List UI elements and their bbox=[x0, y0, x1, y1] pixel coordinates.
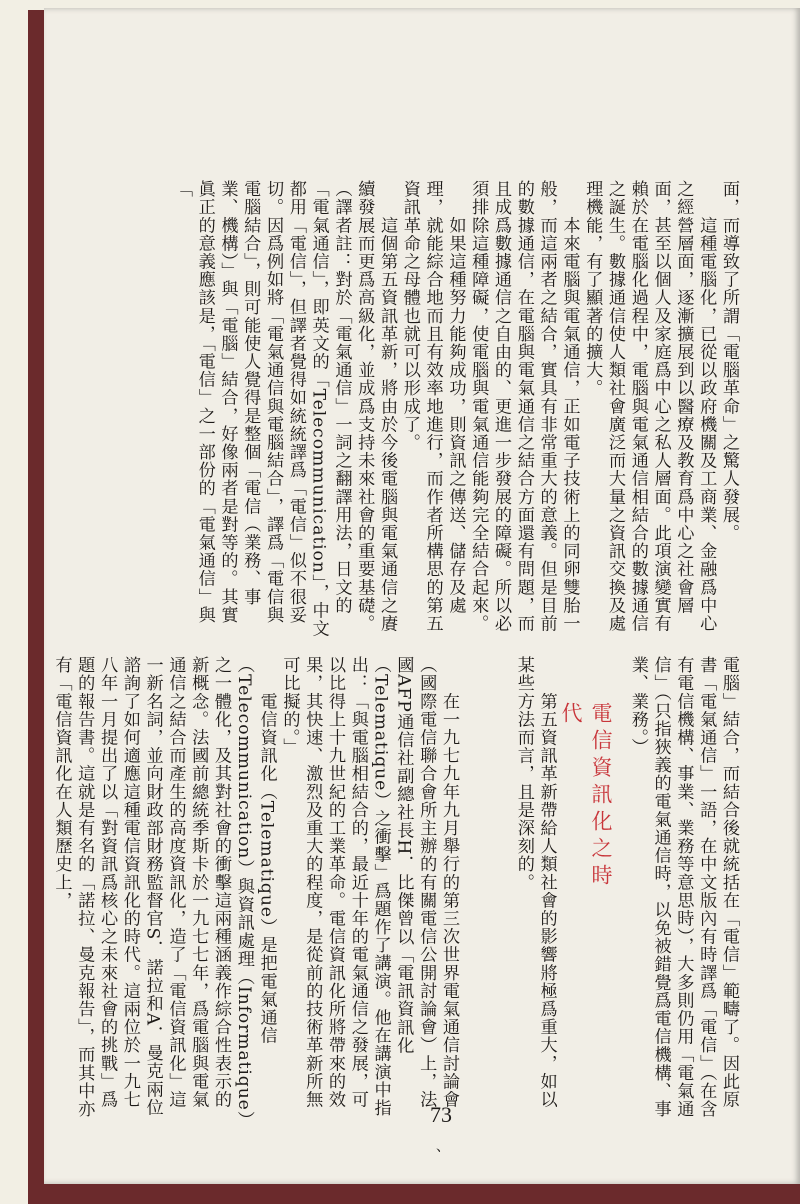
lower-right-text-block: 電腦」結合，而結合後就統括在「電信」範疇了。因此原書「電氣通信」一語，在中文版內有時譯爲「電信」（在含有電信機構、事業、業務等意思時），大多則仍用「電氣通信」（只指狹義的電氣通信時，以免被錯覺爲電信機構、事業、業務。） 第五資訊革新帶給人類社會的影響將極爲重大，如以某些方法而言，且是深刻的。 bbox=[513, 656, 739, 1118]
upper-text-block: 面，而導致了所謂「電腦革命」之驚人發展。 這種電腦化，已從以政府機關及工商業、金融爲中心之經營層面，逐漸擴展到以醫療及教育爲中心之社會層面，甚至以個人及家庭爲中心之私人層面。此項演變實有賴於在電腦化過程中，電腦與電氣通信相結合的數據通信之誕生。數據通信使人類社會廣泛而大量之資訊交換及處理機能，有了顯著的擴大。 本來電腦與電氣通信，正如電子技術上的同卵雙胎一般，而這兩者之結合，實具有非常重大的意義。但是目前的數據通信，在電腦與電氣通信之結合方面還有問題，而且成爲數據通信之自由的、更進一步發展的障礙。所以必須排除這種障礙，使電腦與電氣通信能夠完全結合起來。 如果這種努力能夠成功，則資訊之傳送、儲存及處理，就能綜合地而且有效率地進行，而作者所構思的第五資訊革命之母體也就可以形成了。 這個第五資訊革新，將由於今後電腦與電氣通信之賡續發展而更爲高級化，並成爲支持未來社會的重要基礎。 （譯者註：對於「電氣通信」一詞之翻譯用法，日文的「電氣通信」，即英文的「Telecommunication」，中文都用「電信」，但譯者覺得如統統譯爲「電信」似不很妥切。因爲例如將「電氣通信與電腦結合」，譯爲「電信與電腦結合」，則可能使人覺得是整個「電信（業務、事業、機構）」與「電腦」結合，好像兩者是對等的。其實眞正的意義應該是，「電信」之一部份的「電氣通信」與「 bbox=[171, 180, 739, 638]
section-title: 電信資訊化之時代 bbox=[559, 702, 613, 891]
corner-mark: 、 bbox=[436, 1139, 450, 1155]
page-number: 73 bbox=[430, 1102, 452, 1127]
lower-left-text-block: 在一九七九年九月舉行的第三次世界電氣通信討論會（國際電信聯合會所主辦的有關電信公開討論會）上，法國AFP通信社副總社長H．比傑曾以「電訊資訊化（Telematique）之衝擊」爲題作了講演。他在講演中指出：「與電腦相結合的，最近十年的電氣通信之發展，可以比得上十九世紀的工業革命。電信資訊化所將帶來的效果，其快速、激烈及重大的程度，是從前的技術革新所無可比擬的。」 電信資訊化（Telematique）是把電氣通信（Telecommunication）與資訊處理（Informatique）之一體化，及其對社會的衝擊這兩種涵義作綜合性表示的新概念。法國前總統季斯卡於一九七七年，爲電腦與電氣通信之結合而產生的高度資訊化，造了「電信資訊化」這一新名詞，並向財政部財務監督官S．諾拉和A．曼克兩位諮詢了如何適應這種電信資訊化的時代。這兩位於一九七八年一月提出了以「對資訊爲核心之未來社會的挑戰」爲題的報告書。這就是有名的「諾拉、曼克報告」，而其中亦有「電信資訊化在人類歷史上， bbox=[51, 656, 459, 1121]
